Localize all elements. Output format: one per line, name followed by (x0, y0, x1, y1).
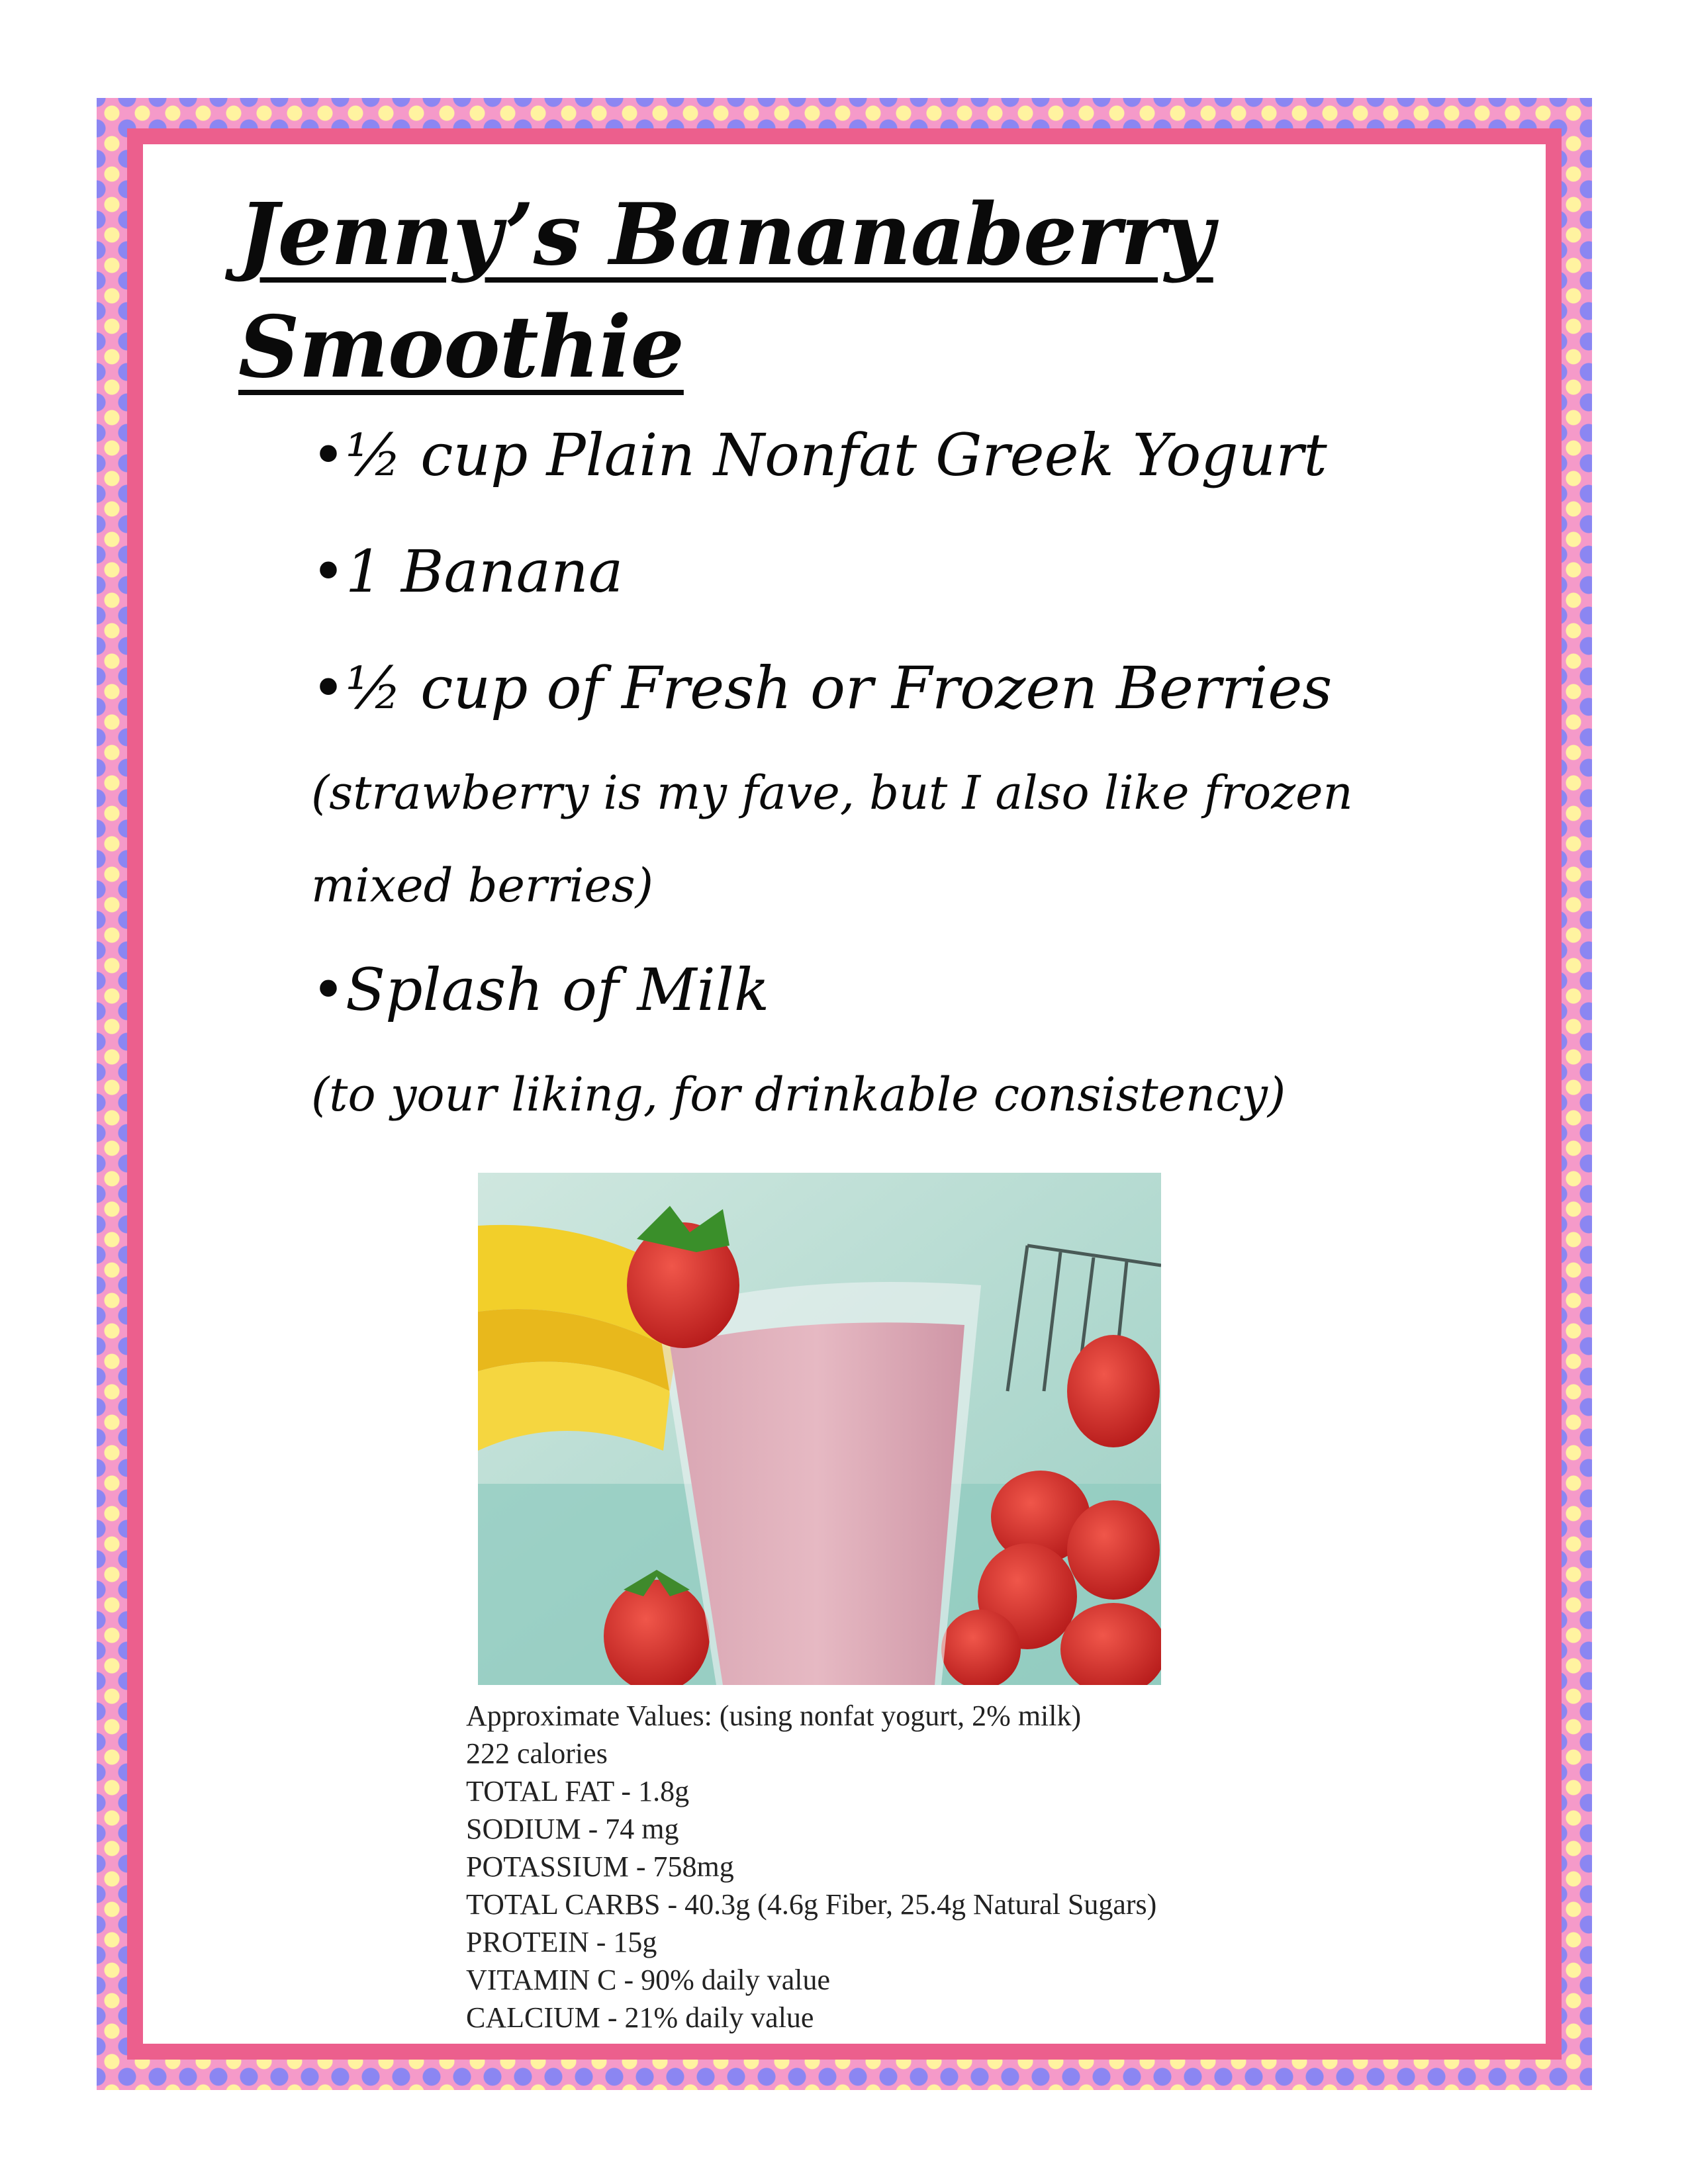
nutrition-vitamin-c: VITAMIN C - 90% daily value (466, 1964, 831, 1996)
nutrition-sodium: SODIUM - 74 mg (466, 1813, 679, 1845)
ingredient-milk-note: (to your liking, for drinkable consistency) (311, 1068, 1286, 1122)
nutrition-calories: 222 calories (466, 1737, 608, 1770)
recipe-title: Jenny’s Bananaberry Smoothie (238, 185, 1213, 397)
nutrition-fat: TOTAL FAT - 1.8g (466, 1775, 690, 1807)
smoothie-photo (478, 1173, 1161, 1685)
nutrition-protein: PROTEIN - 15g (466, 1926, 657, 1958)
nutrition-facts (466, 1697, 1459, 2036)
nutrition-heading: Approximate Values: (using nonfat yogurt, 2% milk) (466, 1700, 1082, 1732)
nutrition-potassium: POTASSIUM - 758mg (466, 1850, 734, 1883)
ingredient-milk: •Splash of Milk (311, 956, 770, 1024)
nutrition-carbs: TOTAL CARBS - 40.3g (4.6g Fiber, 25.4g Natural Sugars) (466, 1888, 1157, 1921)
ingredient-yogurt: •½ cup Plain Nonfat Greek Yogurt (311, 421, 1327, 489)
ingredient-berries-note-1: (strawberry is my fave, but I also like frozen (311, 766, 1353, 820)
ingredient-berries-note-2: mixed berries) (311, 858, 653, 913)
nutrition-calcium: CALCIUM - 21% daily value (466, 2001, 814, 2034)
ingredient-berries: •½ cup of Fresh or Frozen Berries (311, 654, 1333, 722)
ingredient-banana: •1 Banana (311, 537, 624, 606)
ingredients-list (311, 397, 1463, 1141)
